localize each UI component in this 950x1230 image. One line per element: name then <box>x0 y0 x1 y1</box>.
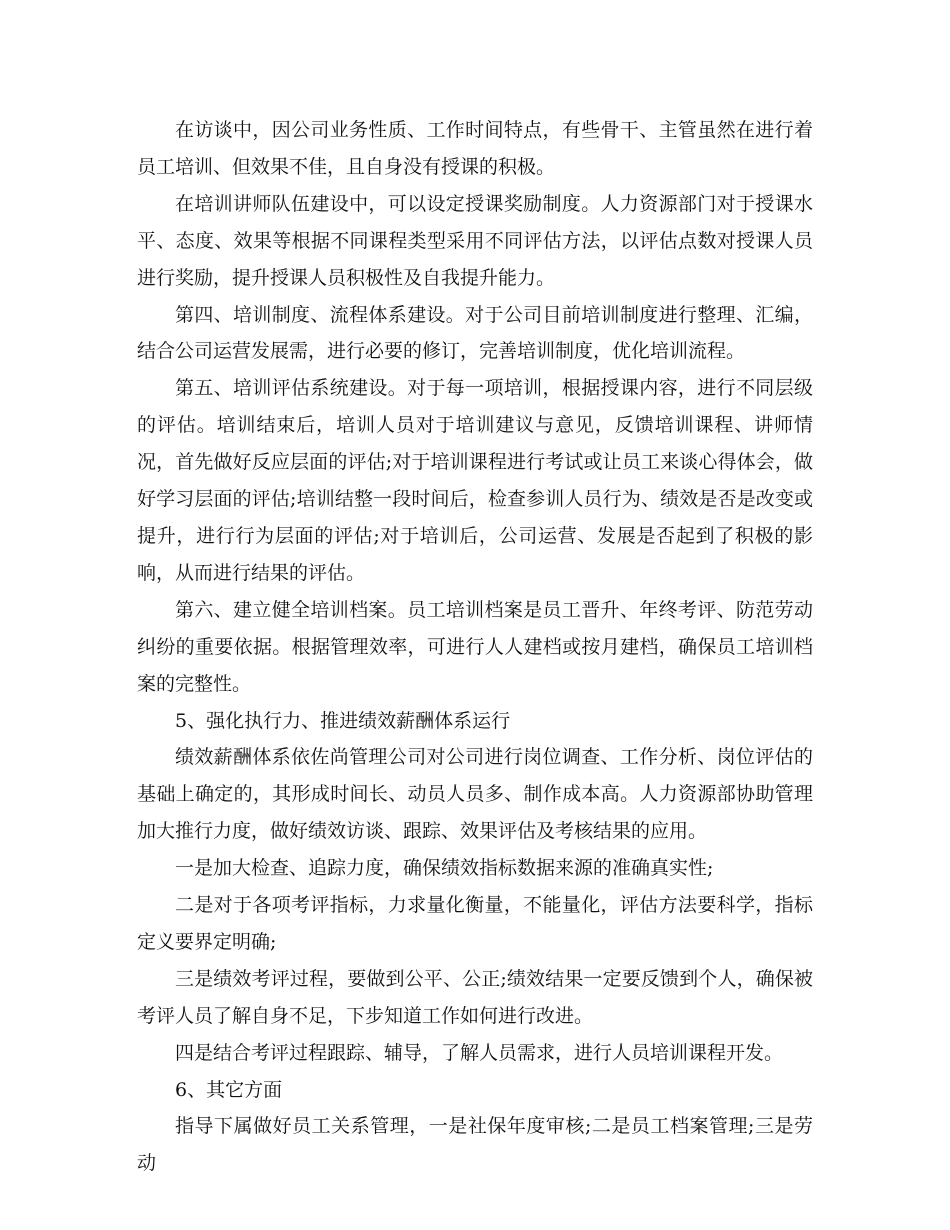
paragraph: 指导下属做好员工关系管理，一是社保年度审核;二是员工档案管理;三是劳动 <box>137 1115 813 1175</box>
paragraph: 第六、建立健全培训档案。员工培训档案是员工晋升、年终考评、防范劳动纠纷的重要依据。根据管理效率，可进行人人建档或按月建档，确保员工培训档案的完整性。 <box>137 598 813 695</box>
paragraph: 第四、培训制度、流程体系建设。对于公司目前培训制度进行整理、汇编，结合公司运营发展需，进行必要的修订，完善培训制度，优化培训流程。 <box>137 303 813 363</box>
paragraph: 第五、培训评估系统建设。对于每一项培训，根据授课内容，进行不同层级的评估。培训结束后，培训人员对于培训建议与意见，反馈培训课程、讲师情况，首先做好反应层面的评估;对于培训课程进行考试或让员工来谈心得体会，做好学习层面的评估;培训结整一段时间后，检查参训人员行为、绩效是否是改变或提升，进行行为层面的评估;对于培训后，公司运营、发展是否起到了积极的影响，从而进行结果的评估。 <box>137 377 813 584</box>
list-item: 三是绩效考评过程，要做到公平、公正;绩效结果一定要反馈到个人，确保被考评人员了解自身不足，下步知道工作如何进行改进。 <box>137 967 813 1027</box>
section-heading: 5、强化执行力、推进绩效薪酬体系运行 <box>175 709 511 732</box>
paragraph: 在访谈中，因公司业务性质、工作时间特点，有些骨干、主管虽然在进行着员工培训、但效果不佳，且自身没有授课的积极。 <box>137 119 813 178</box>
document-body <box>137 112 813 1182</box>
paragraph: 绩效薪酬体系依佐尚管理公司对公司进行岗位调查、工作分析、岗位评估的基础上确定的，其形成时间长、动员人员多、制作成本高。人力资源部协助管理加大推行力度，做好绩效访谈、跟踪、效果评估及考核结果的应用。 <box>137 746 813 843</box>
paragraph: 在培训讲师队伍建设中，可以设定授课奖励制度。人力资源部门对于授课水平、态度、效果等根据不同课程类型采用不同评估方法，以评估点数对授课人员进行奖励，提升授课人员积极性及自我提升能力。 <box>137 192 813 289</box>
section-heading: 6、其它方面 <box>175 1078 283 1101</box>
list-item: 一是加大检查、追踪力度，确保绩效指标数据来源的准确真实性; <box>175 857 714 880</box>
list-item: 二是对于各项考评指标，力求量化衡量，不能量化，评估方法要科学，指标定义要界定明确; <box>137 894 813 953</box>
list-item: 四是结合考评过程跟踪、辅导，了解人员需求，进行人员培训课程开发。 <box>175 1041 784 1064</box>
